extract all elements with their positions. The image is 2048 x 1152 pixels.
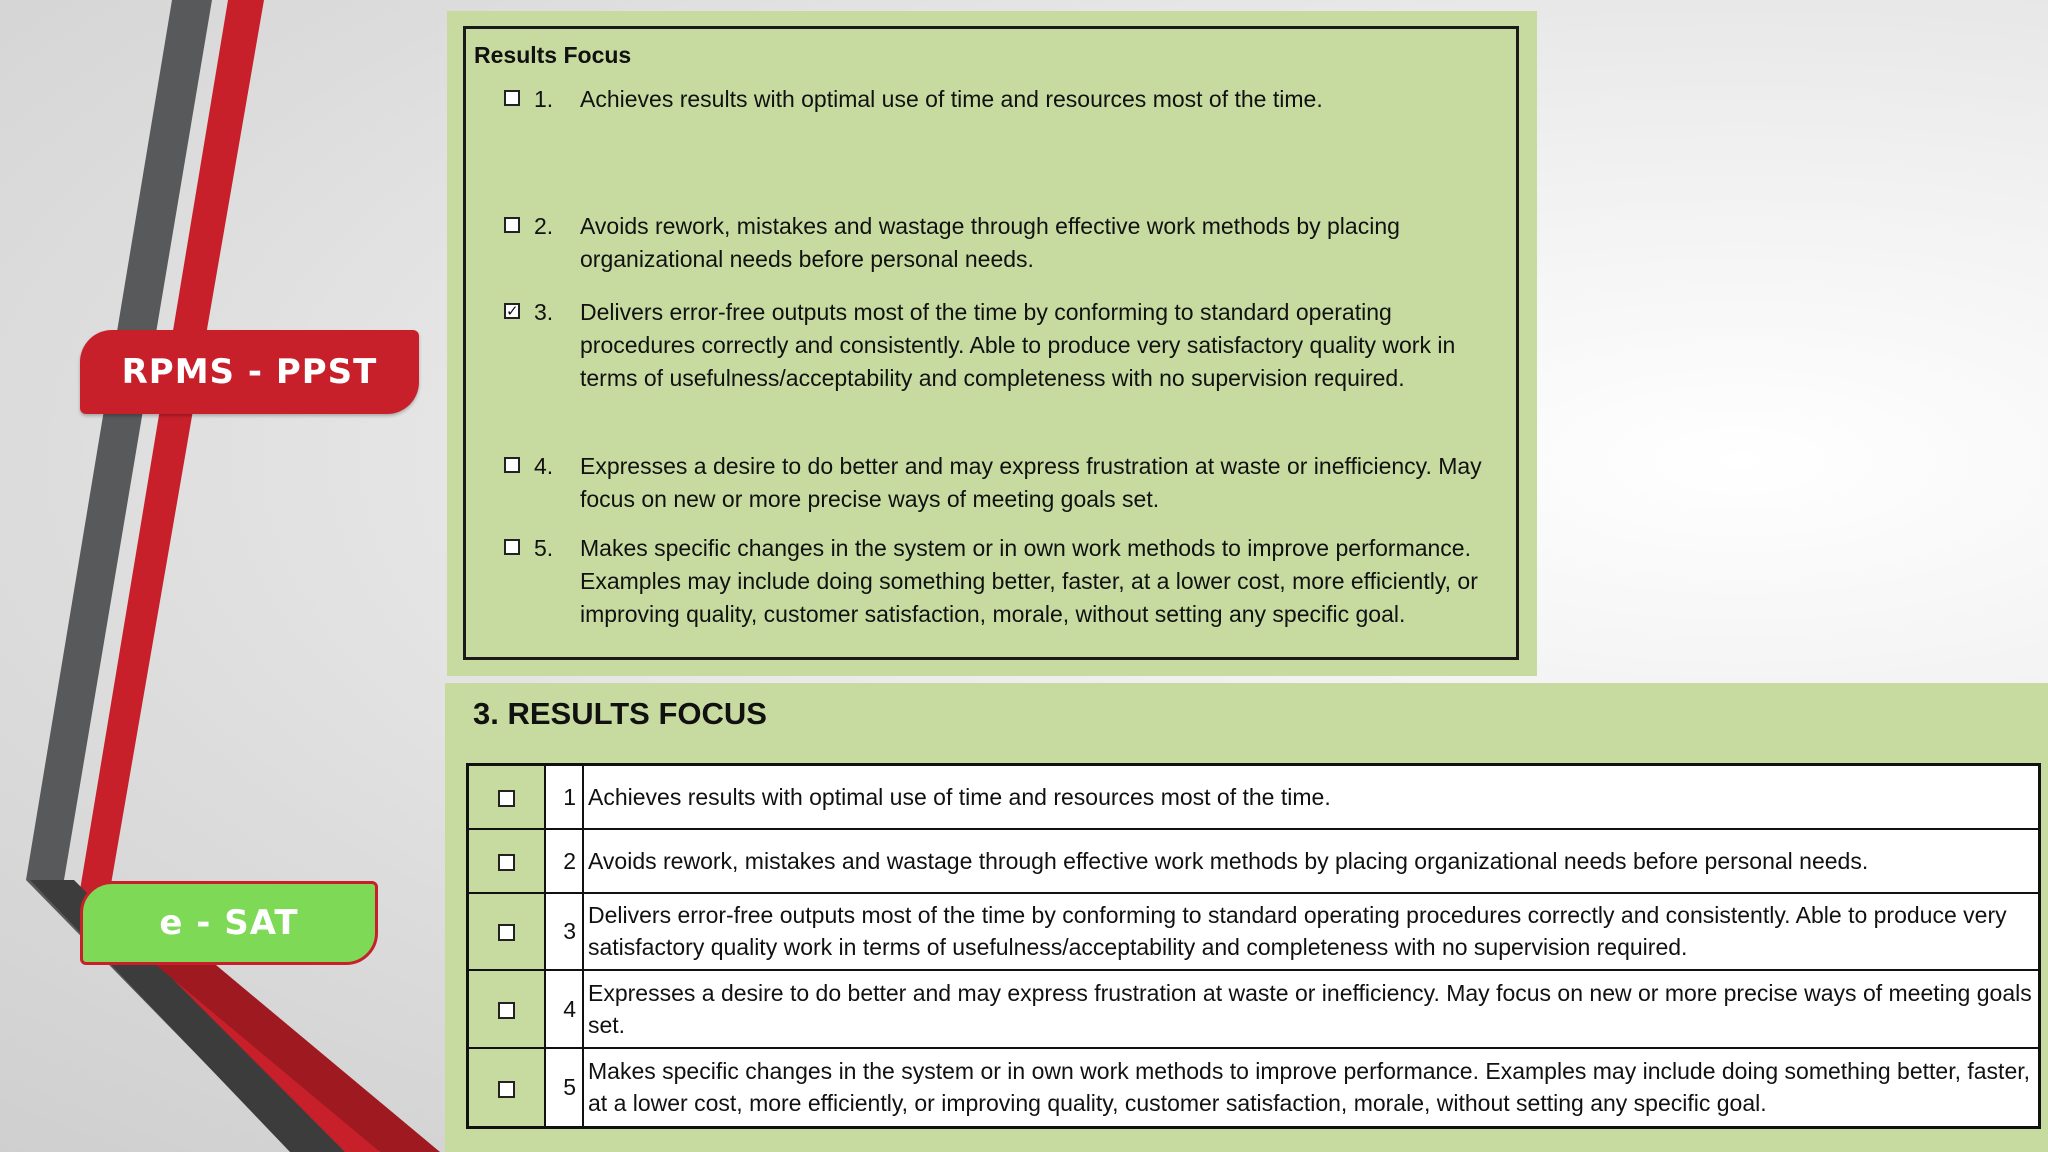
table-row — [468, 1048, 2040, 1128]
row-3-checkbox-cell — [468, 893, 546, 970]
esat-tag — [80, 881, 378, 965]
row-4-text: Expresses a desire to do better and may express frustration at waste or inefficiency. May focus on new or more precise ways of meeting goals set. — [583, 970, 2040, 1048]
row-4-checkbox[interactable] — [498, 1002, 515, 1019]
table-row — [468, 829, 2040, 893]
row-1-checkbox-cell — [468, 765, 546, 829]
table-row — [468, 765, 2040, 829]
bottom-results-focus-panel — [445, 683, 2048, 1152]
item-3-number: 3. — [534, 299, 554, 325]
row-4-number: 4 — [545, 970, 583, 1048]
results-focus-table — [466, 763, 2041, 1129]
bottom-panel-title: 3. RESULTS FOCUS — [473, 696, 767, 731]
item-1-number: 1. — [534, 86, 554, 112]
row-5-text: Makes specific changes in the system or in own work methods to improve performance. Examples may include doing something better, faster, at a lower cost, more efficiently, or improving quality, customer satisfaction, morale, without setting any specific goal. — [583, 1048, 2040, 1128]
item-3-text: Delivers error-free outputs most of the time by conforming to standard operating procedures correctly and consistently. Able to produce very satisfactory quality work in terms of usefulness/acceptability and completeness with no supervision required. — [580, 299, 1456, 391]
item-3-checkbox[interactable]: ✓ — [506, 302, 519, 320]
row-2-checkbox-cell — [468, 829, 546, 893]
row-2-number: 2 — [545, 829, 583, 893]
item-5-number: 5. — [534, 535, 554, 561]
row-2-checkbox[interactable] — [498, 854, 515, 871]
top-panel-frame — [463, 26, 1519, 660]
item-2-text: Avoids rework, mistakes and wastage through effective work methods by placing organizational needs before personal needs. — [580, 213, 1400, 272]
item-1-text: Achieves results with optimal use of time and resources most of the time. — [580, 86, 1323, 112]
esat-label: e - SAT — [159, 903, 299, 943]
rpms-ppst-tag — [80, 330, 419, 414]
row-3-number: 3 — [545, 893, 583, 970]
rpms-ppst-label: RPMS - PPST — [121, 352, 378, 392]
item-4-number: 4. — [534, 453, 554, 479]
row-3-checkbox[interactable] — [498, 924, 515, 941]
item-5-text: Makes specific changes in the system or in own work methods to improve performance. Examples may include doing something better, faster, at a lower cost, more efficiently, or improving quality, customer satisfaction, morale, without setting any specific goal. — [580, 535, 1478, 627]
row-1-number: 1 — [545, 765, 583, 829]
table-row — [468, 893, 2040, 970]
row-5-checkbox-cell — [468, 1048, 546, 1128]
item-2-number: 2. — [534, 213, 554, 239]
item-2-checkbox[interactable] — [504, 217, 520, 233]
row-1-text: Achieves results with optimal use of time and resources most of the time. — [583, 765, 2040, 829]
top-panel-title: Results Focus — [474, 42, 632, 68]
item-4-text: Expresses a desire to do better and may express frustration at waste or inefficiency. May focus on new or more precise ways of meeting goals set. — [580, 453, 1482, 512]
row-3-text: Delivers error-free outputs most of the time by conforming to standard operating procedures correctly and consistently. Able to produce very satisfactory quality work in terms of usefulness/acceptability and completeness with no supervision required. — [583, 893, 2040, 970]
table-row — [468, 970, 2040, 1048]
item-5-checkbox[interactable] — [504, 539, 520, 555]
item-4-checkbox[interactable] — [504, 457, 520, 473]
item-1-checkbox[interactable] — [504, 90, 520, 106]
row-1-checkbox[interactable] — [498, 790, 515, 807]
row-2-text: Avoids rework, mistakes and wastage through effective work methods by placing organizational needs before personal needs. — [583, 829, 2040, 893]
row-5-number: 5 — [545, 1048, 583, 1128]
row-4-checkbox-cell — [468, 970, 546, 1048]
row-5-checkbox[interactable] — [498, 1081, 515, 1098]
top-results-focus-panel — [447, 11, 1537, 676]
